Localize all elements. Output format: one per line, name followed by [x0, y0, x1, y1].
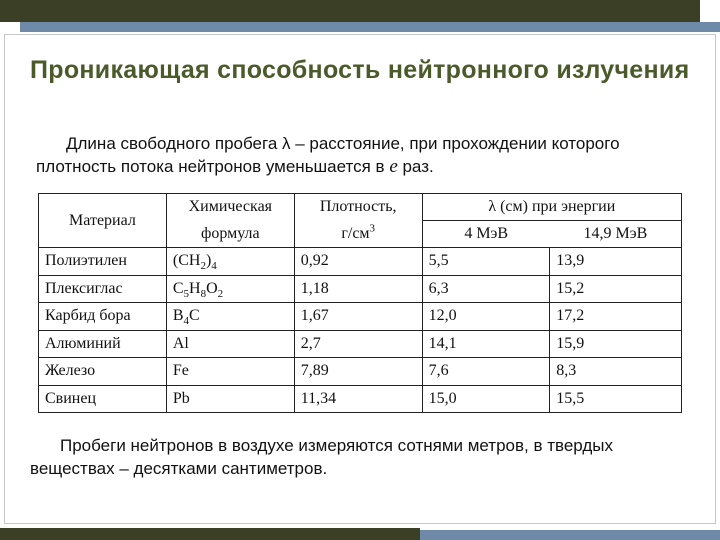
cell-density: 1,18 [294, 275, 422, 303]
cell-formula [166, 358, 294, 386]
header-energy-4mev: 4 МэВ [422, 221, 550, 248]
formula-part: Pb [172, 389, 190, 407]
cell-formula [166, 248, 294, 276]
formula-part: C [189, 307, 200, 325]
conclusion-paragraph [30, 434, 670, 480]
header-energy-14mev: 14,9 МэВ [550, 221, 682, 248]
table-row [39, 303, 682, 331]
cell-lambda-14mev: 17,2 [550, 303, 682, 331]
cell-lambda-14mev: 15,9 [550, 330, 682, 358]
euler-number: e [389, 156, 398, 177]
neutron-range-table [38, 193, 682, 413]
formula-part: C [172, 279, 184, 297]
cell-material: Свинец [39, 385, 167, 413]
formula-part: O [206, 279, 218, 297]
cell-lambda-14mev: 13,9 [550, 248, 682, 276]
header-formula-line2: формула [166, 221, 294, 248]
cell-lambda-4mev: 14,1 [422, 330, 550, 358]
formula-subscript: 2 [217, 287, 224, 300]
density-unit-exponent: 3 [369, 222, 376, 235]
header-lambda: λ (см) при энергии [422, 194, 681, 221]
cell-formula [166, 330, 294, 358]
formula-part: H [189, 279, 201, 297]
cell-material: Железо [39, 358, 167, 386]
density-unit-text: г/см [341, 224, 370, 242]
cell-lambda-14mev: 15,5 [550, 385, 682, 413]
decor-bar-bottom-dark [0, 528, 420, 540]
decor-bar-top-blue [20, 22, 720, 32]
definition-paragraph [36, 132, 676, 178]
formula-part: Al [172, 334, 189, 352]
table-row [39, 248, 682, 276]
formula-part: (CH [172, 252, 201, 270]
cell-formula [166, 303, 294, 331]
decor-bar-top-dark [0, 0, 700, 22]
formula-subscript: 2 [200, 260, 206, 273]
cell-material: Плексиглас [39, 275, 167, 303]
cell-formula [166, 385, 294, 413]
header-density-line1: Плотность, [294, 194, 422, 221]
formula-subscript: 4 [183, 315, 190, 328]
cell-density: 7,89 [294, 358, 422, 386]
table-row [39, 275, 682, 303]
cell-density: 11,34 [294, 385, 422, 413]
header-material: Материал [39, 194, 167, 248]
cell-lambda-4mev: 6,3 [422, 275, 550, 303]
cell-formula [166, 275, 294, 303]
header-formula-line1: Химическая [166, 194, 294, 221]
cell-density: 2,7 [294, 330, 422, 358]
definition-text: Длина свободного пробега λ – расстояние, при прохождении которого плотность потока нейтронов уменьшается в [36, 134, 620, 176]
formula-subscript: 4 [211, 260, 217, 273]
cell-lambda-14mev: 15,2 [550, 275, 682, 303]
cell-density: 1,67 [294, 303, 422, 331]
header-density-unit [294, 221, 422, 248]
cell-material: Полиэтилен [39, 248, 167, 276]
table-body [39, 248, 682, 413]
formula-part: B [172, 307, 184, 325]
cell-lambda-4mev: 7,6 [422, 358, 550, 386]
table-header-row-1 [39, 194, 682, 221]
cell-lambda-14mev: 8,3 [550, 358, 682, 386]
formula-part: ) [205, 252, 212, 270]
cell-lambda-4mev: 12,0 [422, 303, 550, 331]
cell-lambda-4mev: 15,0 [422, 385, 550, 413]
cell-lambda-4mev: 5,5 [422, 248, 550, 276]
decor-bar-bottom-blue [420, 530, 720, 540]
cell-material: Карбид бора [39, 303, 167, 331]
table-row [39, 358, 682, 386]
cell-density: 0,92 [294, 248, 422, 276]
table-row [39, 330, 682, 358]
definition-text-end: раз. [397, 157, 434, 176]
slide-title: Проникающая способность нейтронного излучения [30, 56, 690, 84]
formula-subscript: 5 [183, 287, 190, 300]
formula-part: Fe [172, 362, 189, 380]
formula-subscript: 8 [200, 287, 207, 300]
conclusion-text: Пробеги нейтронов в воздухе измеряются сотнями метров, в твердых веществах – десятками сантиметров. [30, 436, 614, 478]
cell-material: Алюминий [39, 330, 167, 358]
table-row [39, 385, 682, 413]
